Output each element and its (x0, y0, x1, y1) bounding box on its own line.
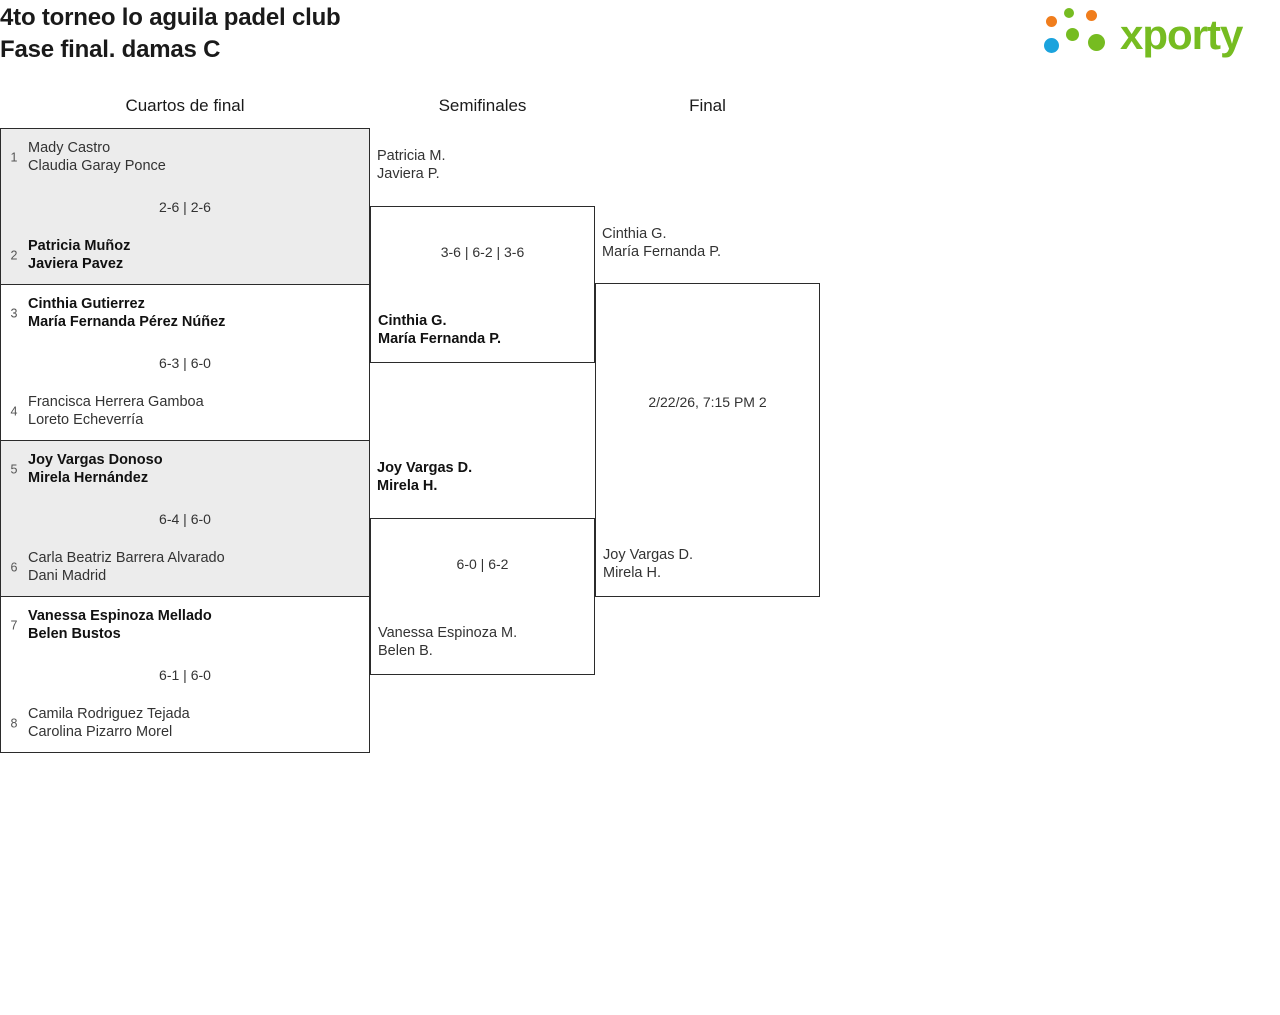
match-qf-3[interactable] (0, 440, 370, 597)
player-name: Vanessa Espinoza M. (378, 625, 518, 641)
match-qf-3-score: 6-4 | 6-0 (159, 511, 211, 527)
title-line-1: 4to torneo lo aguila padel club (0, 4, 341, 31)
player-name: Cinthia G. (378, 313, 447, 329)
player-name: María Fernanda P. (602, 243, 722, 260)
player-name: Carolina Pizarro Morel (28, 723, 173, 740)
seed-number: 2 (10, 247, 18, 262)
match-sf-2-team-top[interactable] (370, 460, 595, 495)
match-sf-1-score: 3-6 | 6-2 | 3-6 (440, 244, 525, 260)
seed-number: 5 (10, 461, 18, 476)
match-qf-4-team-bottom[interactable] (1, 706, 369, 741)
player-name: Mirela H. (377, 477, 438, 494)
match-qf-2-score: 6-3 | 6-0 (159, 355, 211, 371)
xporty-logo[interactable] (1042, 8, 1272, 64)
player-name: Claudia Garay Ponce (28, 157, 166, 174)
seed-number: 1 (10, 149, 18, 164)
logo-dot-blue (1044, 38, 1059, 53)
player-name: Mirela Hernández (28, 469, 149, 486)
match-qf-4-score: 6-1 | 6-0 (159, 667, 211, 683)
seed-number: 8 (10, 715, 18, 730)
match-qf-2-team-bottom[interactable] (1, 394, 369, 429)
logo-dot-green-mid (1066, 28, 1079, 41)
match-qf-4-team-top[interactable] (1, 608, 369, 643)
player-name: Camila Rodriguez Tejada (28, 706, 190, 722)
logo-dot-green-small (1064, 8, 1074, 18)
player-name: Loreto Echeverría (28, 411, 144, 428)
player-name: Carla Beatriz Barrera Alvarado (28, 550, 225, 566)
match-final-schedule: 2/22/26, 7:15 PM 2 (648, 394, 767, 410)
match-sf-2-team-bottom[interactable] (371, 625, 594, 660)
player-name: María Fernanda P. (378, 330, 502, 347)
seed-number: 7 (10, 617, 18, 632)
player-name: Vanessa Espinoza Mellado (28, 608, 212, 624)
round-header-semifinals: Semifinales (438, 96, 527, 115)
player-name: Mady Castro (28, 140, 111, 156)
player-name: María Fernanda Pérez Núñez (28, 313, 226, 330)
player-name: Belen B. (378, 642, 433, 659)
match-final[interactable] (595, 283, 820, 597)
match-final-team-top[interactable] (595, 226, 820, 261)
page-title (0, 2, 341, 66)
seed-number: 4 (10, 403, 18, 418)
match-sf-2-score: 6-0 | 6-2 (456, 556, 509, 572)
player-name: Joy Vargas D. (377, 460, 473, 476)
match-qf-3-team-top[interactable] (1, 452, 369, 487)
match-sf-1[interactable] (370, 206, 595, 363)
player-name: Cinthia G. (602, 226, 667, 242)
player-name: Joy Vargas Donoso (28, 452, 163, 468)
logo-dot-orange-right (1086, 10, 1097, 21)
match-qf-3-team-bottom[interactable] (1, 550, 369, 585)
player-name: Patricia M. (377, 148, 446, 164)
player-name: Dani Madrid (28, 567, 107, 584)
player-name: Mirela H. (603, 564, 662, 581)
seed-number: 6 (10, 559, 18, 574)
match-qf-2[interactable] (0, 284, 370, 441)
player-name: Cinthia Gutierrez (28, 296, 145, 312)
player-name: Francisca Herrera Gamboa (28, 394, 204, 410)
round-header-final: Final (689, 96, 726, 115)
match-qf-4[interactable] (0, 596, 370, 753)
match-sf-1-team-top[interactable] (370, 148, 595, 183)
logo-dot-orange-top (1046, 16, 1057, 27)
match-qf-1[interactable] (0, 128, 370, 285)
player-name: Patricia Muñoz (28, 238, 131, 254)
player-name: Belen Bustos (28, 625, 121, 642)
player-name: Javiera P. (377, 165, 440, 182)
match-qf-2-team-top[interactable] (1, 296, 369, 331)
player-name: Javiera Pavez (28, 255, 124, 272)
logo-wordmark: xporty (1120, 11, 1243, 58)
title-line-2: Fase final. damas C (0, 36, 221, 63)
match-qf-1-score: 2-6 | 2-6 (159, 199, 211, 215)
match-final-team-bottom[interactable] (596, 547, 819, 582)
round-header-quarterfinals: Cuartos de final (125, 96, 245, 115)
logo-dot-green-large (1088, 34, 1105, 51)
match-sf-2[interactable] (370, 518, 595, 675)
match-qf-1-team-bottom[interactable] (1, 238, 369, 273)
seed-number: 3 (10, 305, 18, 320)
match-sf-1-team-bottom[interactable] (371, 313, 594, 348)
page-header (0, 0, 1280, 80)
player-name: Joy Vargas D. (603, 547, 693, 563)
match-qf-1-team-top[interactable] (1, 140, 369, 175)
